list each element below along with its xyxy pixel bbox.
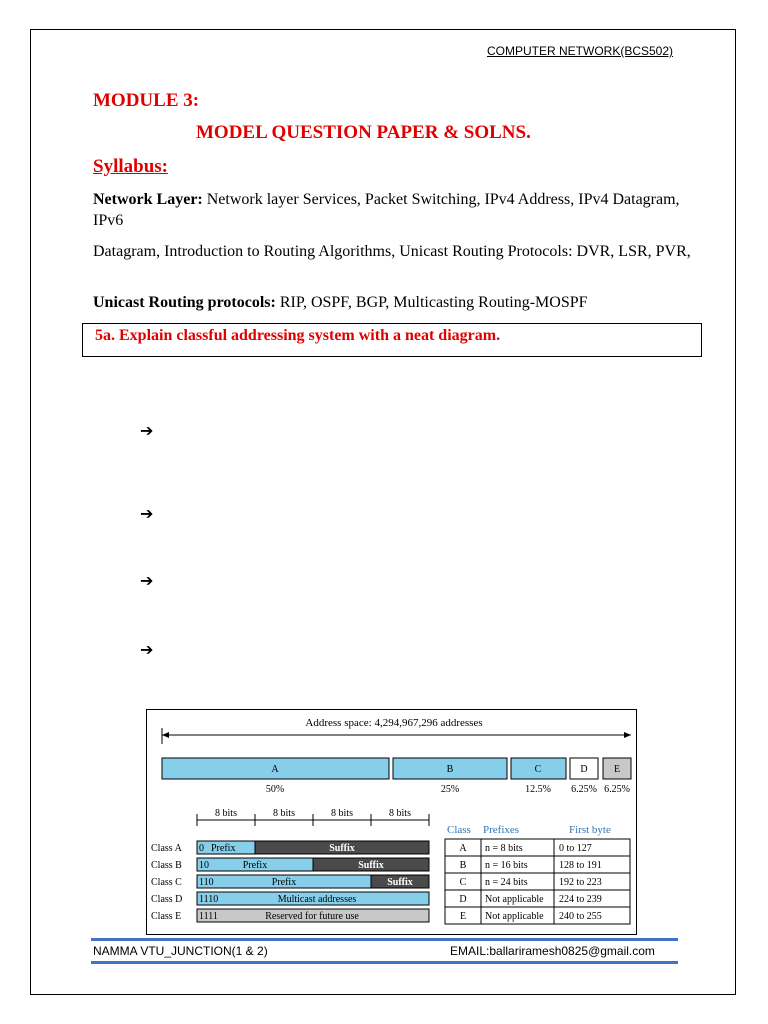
class-d-text: Multicast addresses: [277, 894, 357, 905]
table-cell: C: [459, 877, 467, 888]
percent-b: 25%: [440, 784, 460, 795]
table-cell: B: [459, 860, 467, 871]
percent-e: 6.25%: [604, 784, 630, 795]
table-cell: 192 to 223: [559, 877, 602, 888]
class-label-b: B: [446, 764, 454, 775]
paper-title: MODEL QUESTION PAPER & SOLNS.: [196, 122, 531, 143]
row-label-class-a: Class A: [151, 843, 182, 854]
network-layer-text: Network layer Services, Packet Switching, IPv4 Address, IPv4 Datagram, IPv6: [93, 191, 680, 229]
table-cell: A: [459, 843, 467, 854]
course-header: COMPUTER NETWORK(BCS502): [487, 44, 674, 58]
syllabus-unicast: [93, 292, 693, 313]
class-e-text: Reserved for future use: [265, 911, 359, 922]
class-label-d: D: [580, 764, 588, 775]
classful-diagram: [147, 710, 636, 934]
table-cell: 224 to 239: [559, 894, 602, 905]
question-text: 5a. Explain classful addressing system with a neat diagram.: [95, 327, 501, 344]
percent-c: 12.5%: [525, 784, 551, 795]
class-a-suffix-label: Suffix: [329, 843, 355, 854]
footer-left: NAMMA VTU_JUNCTION(1 & 2): [93, 944, 268, 958]
unicast-label: Unicast Routing protocols:: [93, 294, 276, 311]
percent-a: 50%: [265, 784, 285, 795]
class-a-lead: 0: [199, 843, 204, 854]
percent-d: 6.25%: [571, 784, 597, 795]
table-cell: 240 to 255: [559, 911, 602, 922]
network-layer-label: Network Layer:: [93, 191, 203, 208]
class-b-prefix-label: Prefix: [242, 860, 268, 871]
class-label-c: C: [534, 764, 542, 775]
class-a-prefix-label: Prefix: [211, 843, 236, 854]
class-c-suffix-label: Suffix: [387, 877, 413, 888]
table-cell: n = 24 bits: [485, 877, 528, 888]
bits-label: 8 bits: [389, 808, 411, 819]
address-space-label: Address space: 4,294,967,296 addresses: [305, 717, 483, 729]
class-label-a: A: [271, 764, 279, 775]
row-label-class-e: Class E: [151, 911, 182, 922]
bullet-arrow-icon: ➔: [140, 421, 154, 440]
row-label-class-d: Class D: [151, 894, 183, 905]
table-header-prefixes: Prefixes: [483, 824, 520, 836]
class-c-prefix-label: Prefix: [271, 877, 297, 888]
table-cell: E: [459, 911, 467, 922]
table-header-class: Class: [447, 824, 471, 836]
unicast-text: RIP, OSPF, BGP, Multicasting Routing-MOSPF: [275, 294, 588, 311]
row-label-class-b: Class B: [151, 860, 182, 871]
table-cell: 128 to 191: [559, 860, 602, 871]
module-title: MODULE 3:: [93, 90, 200, 111]
class-b-suffix-label: Suffix: [358, 860, 384, 871]
table-cell: 0 to 127: [559, 843, 592, 854]
syllabus-routing: Datagram, Introduction to Routing Algorithms, Unicast Routing Protocols: DVR, LSR, PVR,: [93, 243, 691, 260]
arrow-right-icon: [624, 732, 631, 738]
class-label-e: E: [613, 764, 621, 775]
footer-rule: [91, 938, 678, 941]
classful-addressing-figure: [146, 709, 637, 935]
arrow-left-icon: [162, 732, 169, 738]
table-cell: n = 8 bits: [485, 843, 523, 854]
row-label-class-c: Class C: [151, 877, 182, 888]
question-box: [82, 323, 702, 357]
syllabus-network-layer: [93, 189, 693, 231]
bullet-arrow-icon: ➔: [140, 571, 154, 590]
syllabus-heading: Syllabus:: [93, 156, 168, 177]
bits-label: 8 bits: [215, 808, 237, 819]
bits-label: 8 bits: [273, 808, 295, 819]
footer-email: EMAIL:ballariramesh0825@gmail.com: [450, 944, 655, 958]
footer-rule: [91, 961, 678, 964]
table-cell: n = 16 bits: [485, 860, 528, 871]
class-b-lead: 10: [199, 860, 209, 871]
table-cell: Not applicable: [485, 894, 544, 905]
class-e-lead: 1111: [199, 911, 218, 922]
class-c-lead: 110: [199, 877, 214, 888]
class-d-lead: 1110: [199, 894, 219, 905]
bullet-arrow-icon: ➔: [140, 504, 154, 523]
bullet-arrow-icon: ➔: [140, 640, 154, 659]
table-cell: Not applicable: [485, 911, 544, 922]
bits-label: 8 bits: [331, 808, 353, 819]
table-cell: D: [459, 894, 467, 905]
table-header-first-byte: First byte: [569, 824, 611, 836]
